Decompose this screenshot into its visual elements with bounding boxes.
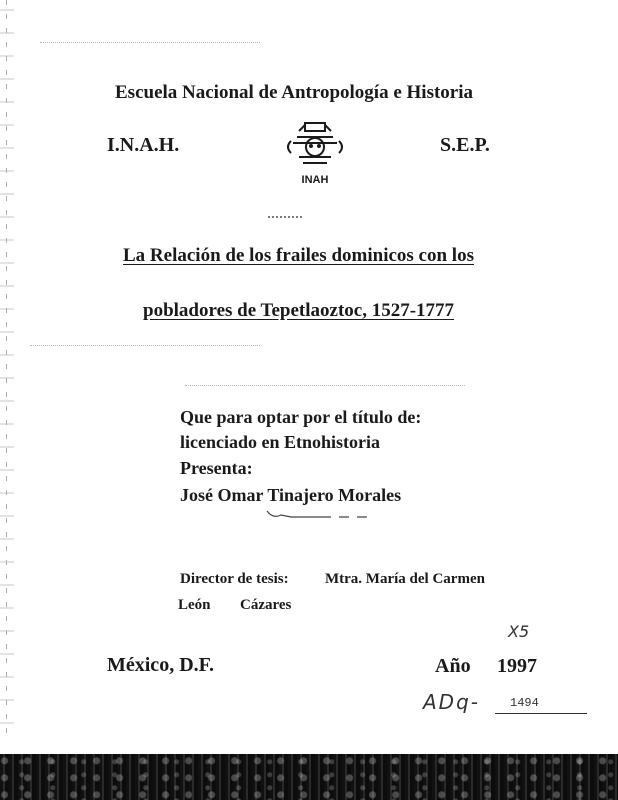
year-value: 1997 <box>497 655 537 677</box>
scan-smudge-low <box>185 385 465 386</box>
author-name: José Omar Tinajero Morales <box>180 485 402 505</box>
scan-dots <box>268 216 302 218</box>
place-label: México, D.F. <box>107 654 215 676</box>
year-label: Año <box>435 655 471 677</box>
director-name-part1: Mtra. María del Carmen <box>325 571 485 587</box>
director-label: Director de tesis: <box>180 571 289 587</box>
thesis-title-line1: La Relación de los frailes dominicos con los <box>123 245 474 266</box>
logo-text: INAH <box>301 174 329 186</box>
director-name-part2a: León <box>178 597 211 613</box>
inah-emblem-icon <box>283 119 347 189</box>
catalog-number: 1494 <box>510 696 539 710</box>
scan-bottom-bar <box>0 754 618 800</box>
scan-smudge-mid <box>30 345 260 346</box>
handwritten-code: ADq- <box>423 690 480 714</box>
catalog-underline <box>495 713 587 714</box>
degree-line2: licenciado en Etnohistoria <box>180 432 381 452</box>
inah-label: I.N.A.H. <box>107 134 180 156</box>
handwritten-mark: X5 <box>508 622 530 641</box>
school-name: Escuela Nacional de Antropología e Historia <box>115 82 474 103</box>
director-name-part2b: Cázares <box>240 597 292 613</box>
sep-label: S.E.P. <box>440 134 490 156</box>
thesis-title-line2: pobladores de Tepetlaoztoc, 1527-1777 <box>143 300 455 321</box>
inah-logo <box>283 119 347 189</box>
degree-line3: Presenta: <box>180 458 253 478</box>
degree-line1: Que para optar por el título de: <box>180 407 422 427</box>
signature-stroke <box>265 505 385 525</box>
scan-left-edge <box>0 0 14 740</box>
scan-smudge-top <box>40 42 260 43</box>
